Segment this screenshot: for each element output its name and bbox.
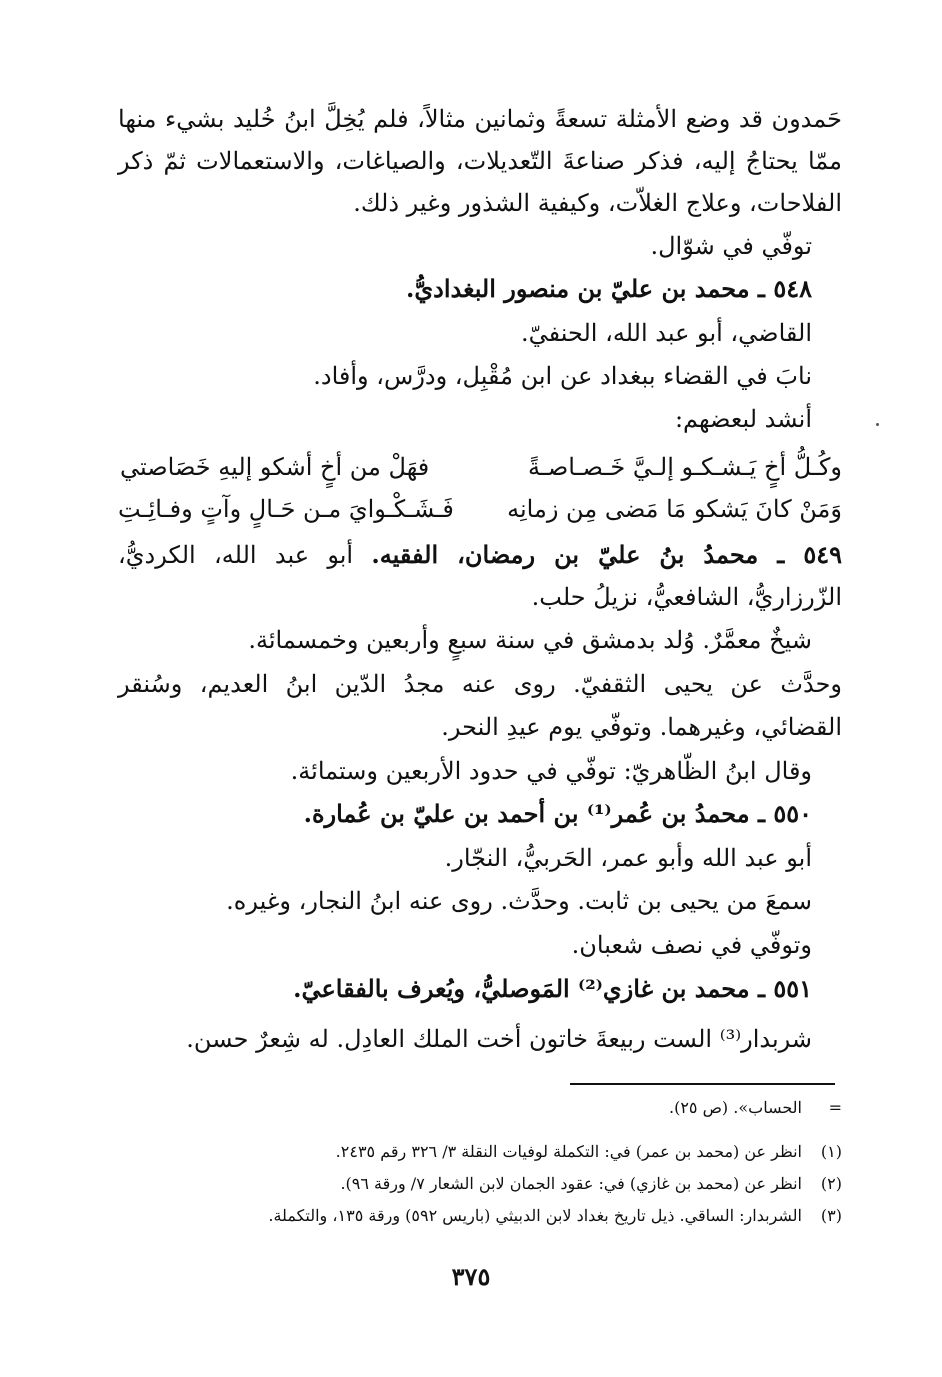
body-line: القاضي، أبو عبد الله، الحنفيّ.: [520, 319, 812, 347]
body-line: سمعَ من يحيى بن ثابت. وحدَّث. روى عنه ابنُ النجار، وغيره.: [226, 887, 812, 915]
verse-2-hemistich-1: وَمَنْ كانَ يَشكو مَا مَضى مِن زمانِه: [507, 495, 842, 523]
footnote-text: الشربدار: الساقي. ذيل تاريخ بغداد لابن الدبيثي (باريس ٥٩٢) ورقة ١٣٥، والتكملة.: [268, 1206, 802, 1225]
body-line: شيخٌ معمَّرٌ. وُلد بدمشق في سنة سبعٍ وأربعين وخمسمائة.: [248, 626, 812, 654]
footnote-number: (١): [820, 1142, 842, 1161]
body-line: حَمدون قد وضع الأمثلة تسعةً وثمانين مثالاً، فلم يُخِلَّ ابنُ خُليد بشيء منها: [118, 105, 842, 133]
footnote-text: انظر عن (محمد بن عمر) في: التكملة لوفيات النقلة ٣/ ٣٢٦ رقم ٢٤٣٥.: [335, 1142, 802, 1161]
stray-mark: [876, 423, 879, 426]
entry-549-heading-line: [118, 538, 842, 572]
continuation-mark: =: [828, 1098, 842, 1117]
footnote-continuation: [669, 1096, 842, 1120]
footnote-text: انظر عن (محمد بن غازي) في: عقود الجمان لابن الشعار ٧/ ورقة ٩٦).: [340, 1174, 802, 1193]
body-line: شربدار⁽³⁾ الست ربيعةَ خاتون أخت الملك العادِل. له شِعرٌ حسن.: [186, 1025, 812, 1053]
verse-1-hemistich-1: وكُـلُّ أخٍ يَـشـكـو إلـيَّ خَـصـاصـةً: [527, 453, 842, 481]
body-line: وحدَّث عن يحيى الثقفيّ. روى عنه مجدُ الدّين ابنُ العديم، وسُنقر: [118, 670, 842, 698]
footnote-text: الحساب». (ص ٢٥).: [668, 1098, 802, 1117]
entry-549-heading: ٥٤٩ ـ محمدُ بنُ عليّ بن رمضان، الفقيه.: [371, 540, 843, 569]
verse-2-hemistich-2: فَـشَـكْـوايَ مـن حَـالٍ وآتٍ وفـائِـتِ: [118, 495, 454, 523]
body-line: الفلاحات، وعلاج الغلاّت، وكيفية الشذور وغير ذلك.: [353, 189, 842, 217]
body-line: ممّا يحتاجُ إليه، فذكر صناعةَ التّعديلات، والصياغات، والاستعمالات ثمّ ذكر: [118, 147, 842, 175]
body-line: وتوفّي في نصف شعبان.: [571, 931, 812, 959]
body-line: أنشد لبعضهم:: [674, 405, 812, 433]
body-line: وقال ابنُ الظّاهريّ: توفّي في حدود الأربعين وستمائة.: [290, 757, 812, 785]
body-line: الزّرزاريُّ، الشافعيُّ، نزيلُ حلب.: [531, 583, 842, 611]
footnote-separator: [570, 1083, 835, 1085]
page-number: ٣٧٥: [451, 1262, 491, 1291]
body-line: نابَ في القضاء ببغداد عن ابن مُقْبِل، ودرَّس، وأفاد.: [313, 362, 812, 390]
footnote-3: [268, 1204, 842, 1228]
entry-550-heading: ٥٥٠ ـ محمدُ بن عُمر⁽¹⁾ بن أحمد بن عليّ بن عُمارة.: [303, 799, 812, 828]
entry-548-heading: ٥٤٨ ـ محمد بن عليّ بن منصور البغداديُّ.: [406, 274, 812, 303]
footnote-1: [336, 1140, 842, 1164]
footnote-2: [340, 1172, 842, 1196]
entry-549-heading-rest: أبو عبد الله، الكرديُّ،: [118, 541, 372, 569]
footnote-number: (٣): [820, 1206, 842, 1225]
body-line: توفّي في شوّال.: [650, 232, 812, 260]
body-line: أبو عبد الله وأبو عمر، الحَربيُّ، النجّار.: [444, 844, 812, 872]
verse-1-hemistich-2: فهَلْ من أخٍ أشكو إليهِ خَصَاصتي: [120, 453, 430, 481]
entry-551-heading: ٥٥١ ـ محمد بن غازي⁽²⁾ المَوصليُّ، ويُعرف بالفقاعيّ.: [293, 974, 812, 1003]
body-line: القضائي، وغيرهما. وتوفّي يوم عيدِ النحر.: [441, 713, 842, 741]
footnote-number: (٢): [820, 1174, 842, 1193]
